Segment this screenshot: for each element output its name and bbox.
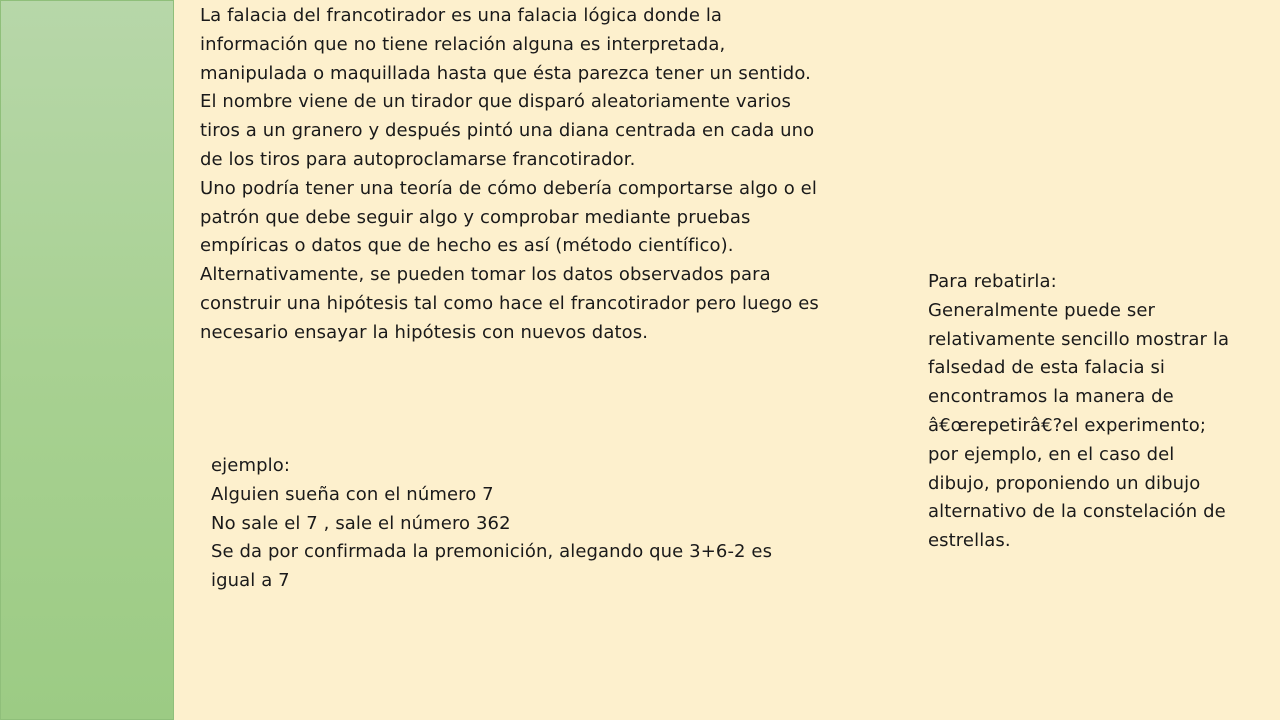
rebuttal-heading: Para rebatirla: xyxy=(928,271,1057,292)
rebuttal-body: Generalmente puede ser relativamente sencillo mostrar la falsedad de esta falacia si encontramos la manera de â€œrepetirâ€?el experimento; por ejemplo, en el caso del dibujo, proponiendo un dibujo alternativo de la constelación de estrellas. xyxy=(928,299,1230,552)
definition-paragraph-1: La falacia del francotirador es una falacia lógica donde la información que no tiene relación alguna es interpretada, manipulada o maquillada hasta que ésta parezca tener un sentido. El nombre viene de un tirador que disparó aleatoriamente varios tiros a un granero y después pintó una diana centrada en cada uno de los tiros para autoproclamarse francotirador. xyxy=(200,5,815,170)
definition-paragraph-2: Uno podría tener una teoría de cómo debería comportarse algo o el patrón que debe seguir algo y comprobar mediante pruebas empíricas o datos que de hecho es así (método científico). Alternativamente, se pueden tomar los datos observados para construir una hipótesis tal como hace el francotirador pero luego es necesario ensayar la hipótesis con nuevos datos. xyxy=(200,177,819,343)
example-line-2: No sale el 7 , sale el número 362 xyxy=(211,512,511,534)
example-line-3: Se da por confirmada la premonición, alegando que 3+6-2 es igual a 7 xyxy=(211,541,773,592)
example-line-1: Alguien sueña con el número 7 xyxy=(211,483,494,505)
green-sidebar-decoration xyxy=(0,0,174,720)
definition-text-block xyxy=(200,2,825,348)
rebuttal-text-block xyxy=(928,268,1238,556)
example-heading: ejemplo: xyxy=(211,455,290,476)
example-text-block xyxy=(211,452,821,596)
